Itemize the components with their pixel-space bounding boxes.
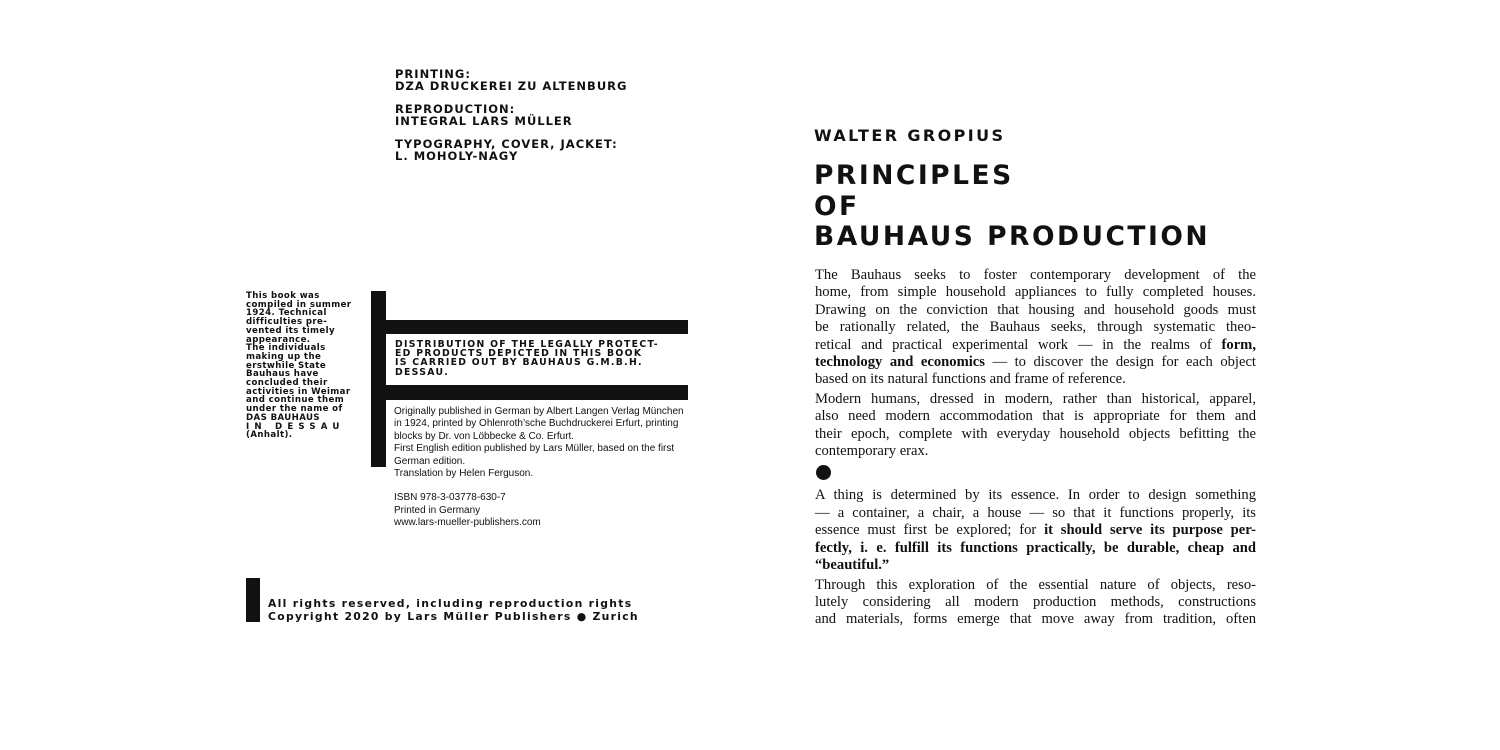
paragraph-3 (815, 487, 1256, 574)
rights-rule (246, 578, 260, 622)
credit-label: PRINTING: (395, 67, 471, 81)
text-line: — a container, a chair, a house — so that it functions properly, its (815, 504, 1256, 521)
publication-info (394, 406, 704, 530)
text-run: — to discover the design for each object (992, 354, 1256, 371)
text-line: Drawing on the conviction that housing and household goods must (815, 301, 1256, 318)
pubinfo-line: in 1924, printed by Ohlenroth’sche Buchdruckerei Erfurt, printing (394, 418, 679, 430)
sidenote-line: concluded their (246, 378, 328, 389)
emphasis-text: form, (1221, 336, 1256, 353)
text-line: lutely considering all modern production methods, constructions (815, 593, 1256, 610)
sidenote-line: The individuals (246, 343, 326, 354)
distribution-line: DISTRIBUTION OF THE LEGALLY PROTECT- (395, 339, 659, 350)
credit-value: INTEGRAL LARS MÜLLER (395, 114, 573, 128)
sidenote-line: erstwhile State (246, 360, 327, 371)
credit-value: DZA DRUCKEREI ZU ALTENBURG (395, 79, 628, 93)
pubinfo-line: blocks by Dr. von Löbbecke & Co. Erfurt. (394, 430, 575, 442)
text-run: retical and practical experimental work — in the realms of (815, 336, 1212, 353)
text-line: based on its natural functions and frame of reference. (815, 371, 1126, 388)
compilation-sidenote (246, 292, 370, 440)
horizontal-rule-top (386, 320, 688, 334)
paragraph-2 (815, 391, 1256, 461)
spacer (394, 480, 704, 492)
copyright-line: Copyright 2020 by Lars Müller Publishers ● Zurich (268, 609, 639, 623)
text-line (815, 337, 1256, 354)
body-text (815, 267, 1256, 631)
text-line: be rationally related, the Bauhaus seeks, through systematic theo- (815, 319, 1256, 336)
pubinfo-line: Translation by Helen Ferguson. (394, 468, 534, 480)
text-line (815, 540, 1256, 557)
distribution-line: IS CARRIED OUT BY BAUHAUS G.M.B.H. (395, 357, 643, 369)
distribution-line: DESSAU. (395, 366, 450, 378)
emphasis-text: “beautiful.” (815, 557, 890, 574)
sidenote-line: activities in Weimar (246, 386, 351, 397)
emphasis-text: technology and economics (815, 354, 985, 371)
text-line: their epoch, complete with everyday household objects befitting the (815, 425, 1256, 442)
credit-label: REPRODUCTION: (395, 102, 516, 116)
text-line: Modern humans, dressed in modern, rather than historical, apparel, (815, 390, 1256, 407)
sidenote-line: vented its timely (246, 325, 335, 336)
sidenote-line: 1924. Technical (246, 308, 327, 319)
isbn-line: ISBN 978-3-03778-630-7 (394, 492, 506, 504)
text-line: and materials, forms emerge that move away from tradition, often (815, 611, 1256, 628)
sidenote-line: DAS BAUHAUS (246, 412, 321, 423)
text-run: essence must first be explored; for (815, 522, 1037, 539)
sidenote-line: appearance. (246, 334, 311, 345)
text-line (815, 522, 1256, 539)
text-line (815, 557, 1256, 574)
distribution-line: ED PRODUCTS DEPICTED IN THIS BOOK (395, 348, 643, 360)
pubinfo-line: German edition. (394, 455, 466, 467)
text-line: Through this exploration of the essential nature of objects, reso- (815, 576, 1256, 593)
rights-notice (268, 598, 698, 623)
vertical-rule (371, 291, 386, 467)
printed-in-line: Printed in Germany (394, 504, 481, 516)
sidenote-line: This book was (246, 291, 320, 301)
sidenote-line: under the name of (246, 404, 343, 415)
pubinfo-line: First English edition published by Lars Müller, based on the first (394, 443, 675, 455)
horizontal-rule-bottom (386, 385, 688, 400)
paragraph-1 (815, 267, 1256, 389)
emphasis-text: it should serve its purpose per- (1044, 522, 1256, 539)
sidenote-line: (Anhalt). (246, 430, 293, 441)
credit-printing (395, 68, 725, 92)
sidenote-line: IN DESSAU (246, 421, 345, 432)
rights-line: All rights reserved, including reproduction rights (268, 597, 633, 610)
sidenote-line: Bauhaus have (246, 369, 319, 380)
title-line: OF (814, 190, 860, 222)
book-title (814, 161, 1210, 253)
title-line: PRINCIPLES (814, 160, 1014, 191)
pubinfo-line: Originally published in German by Albert Langen Verlag München (394, 406, 684, 417)
text-line: The Bauhaus seeks to foster contemporary development of the (815, 267, 1256, 283)
text-line: also need modern accommodation that is appropriate for them and (815, 408, 1256, 425)
text-line: A thing is determined by its essence. In order to design something (815, 487, 1256, 504)
distribution-notice (395, 340, 695, 377)
credit-typography (395, 138, 725, 162)
author-name: WALTER GROPIUS (814, 126, 1006, 145)
credit-label: TYPOGRAPHY, COVER, JACKET: (395, 137, 618, 151)
bullet-dot (816, 465, 831, 480)
sidenote-line: making up the (246, 351, 322, 362)
text-line: home, from simple household appliances to fully completed houses. (815, 284, 1256, 301)
text-line (815, 354, 1256, 371)
credits-block (395, 68, 725, 173)
sidenote-line: difficulties pre- (246, 317, 328, 328)
emphasis-text: fectly, i. e. fulfill its functions practically, be durable, cheap and (815, 539, 1256, 556)
sidenote-line: compiled in summer (246, 299, 352, 310)
credit-value: L. MOHOLY-NAGY (395, 149, 519, 163)
credit-reproduction (395, 103, 725, 127)
publisher-website: www.lars-mueller-publishers.com (394, 517, 541, 529)
text-line: contemporary erax. (815, 443, 929, 460)
paragraph-4 (815, 577, 1256, 629)
title-line: BAUHAUS PRODUCTION (814, 221, 1211, 252)
sidenote-line: and continue them (246, 395, 345, 406)
